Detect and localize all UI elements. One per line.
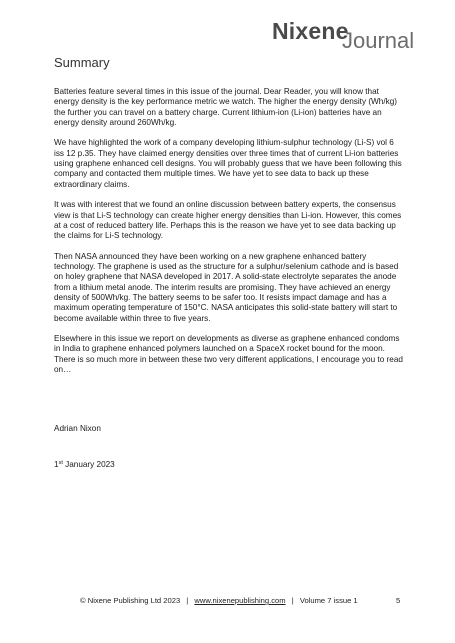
footer-volume: Volume 7 issue 1 <box>299 596 358 605</box>
footer-copyright: © Nixene Publishing Ltd 2023 <box>80 596 181 605</box>
author-signature: Adrian Nixon <box>54 424 101 433</box>
article-body <box>54 87 404 386</box>
page-title: Summary <box>54 55 110 70</box>
paragraph: Then NASA announced they have been working on a new graphene enhanced battery technology. The graphene is used as the structure for a sulphur/selenium cathode and is based on holey graphene that NASA developed in 2017. A solid-state electrolyte separates the anode from a lithium metal anode. The interim results are promising. They have achieved an energy density of 500Wh/kg. The battery seems to be safer too. It resists impact damage and has a maximum operating temperature of 150°C. NASA anticipates this solid-state battery will start to become available within three to five years. <box>54 251 399 323</box>
publication-date <box>54 460 115 469</box>
date-day: 1 <box>54 460 59 469</box>
footer-separator: | <box>186 596 189 605</box>
paragraph: We have highlighted the work of a company developing lithium-sulphur technology (Li-S) vol 6 iss 12 p.35. They have claimed energy densities over three times that of current Li-ion batteries using graphene enhanced cell designs. You will probably guess that we have been following this company and contacted them multiple times. We have yet to see data to back up these extraordinary claims. <box>54 138 402 189</box>
journal-logo <box>272 18 432 58</box>
logo-journal-text: Journal <box>342 28 415 53</box>
paragraph: Batteries feature several times in this issue of the journal. Dear Reader, you will know that energy density is the key performance metric we watch. The higher the energy density (Wh/kg) the further you can travel on a battery charge. Current lithium-ion (Li-ion) batteries have an energy density around 260Wh/kg. <box>54 87 397 127</box>
footer-website-link[interactable]: www.nixenepublishing.com <box>194 596 286 605</box>
date-ordinal: st <box>58 460 63 466</box>
paragraph: It was with interest that we found an online discussion between battery experts, the consensus view is that Li-S technology can create higher energy densities than Li-ion. However, this comes at a cost of reduced battery life. Perhaps this is the reason we have yet to see data backing up the claims for Li-S technology. <box>54 200 402 241</box>
date-rest: January 2023 <box>62 460 115 469</box>
footer-text <box>80 596 358 605</box>
page-number: 5 <box>396 596 401 605</box>
logo-nixene-text: Nixene <box>272 18 349 44</box>
paragraph: Elsewhere in this issue we report on developments as diverse as graphene enhanced condoms in India to graphene enhanced polymers launched on a SpaceX rocket bound for the moon. There is so much more in between these two very different applications, I encourage you to read on… <box>54 334 403 375</box>
footer-separator: | <box>291 596 294 605</box>
